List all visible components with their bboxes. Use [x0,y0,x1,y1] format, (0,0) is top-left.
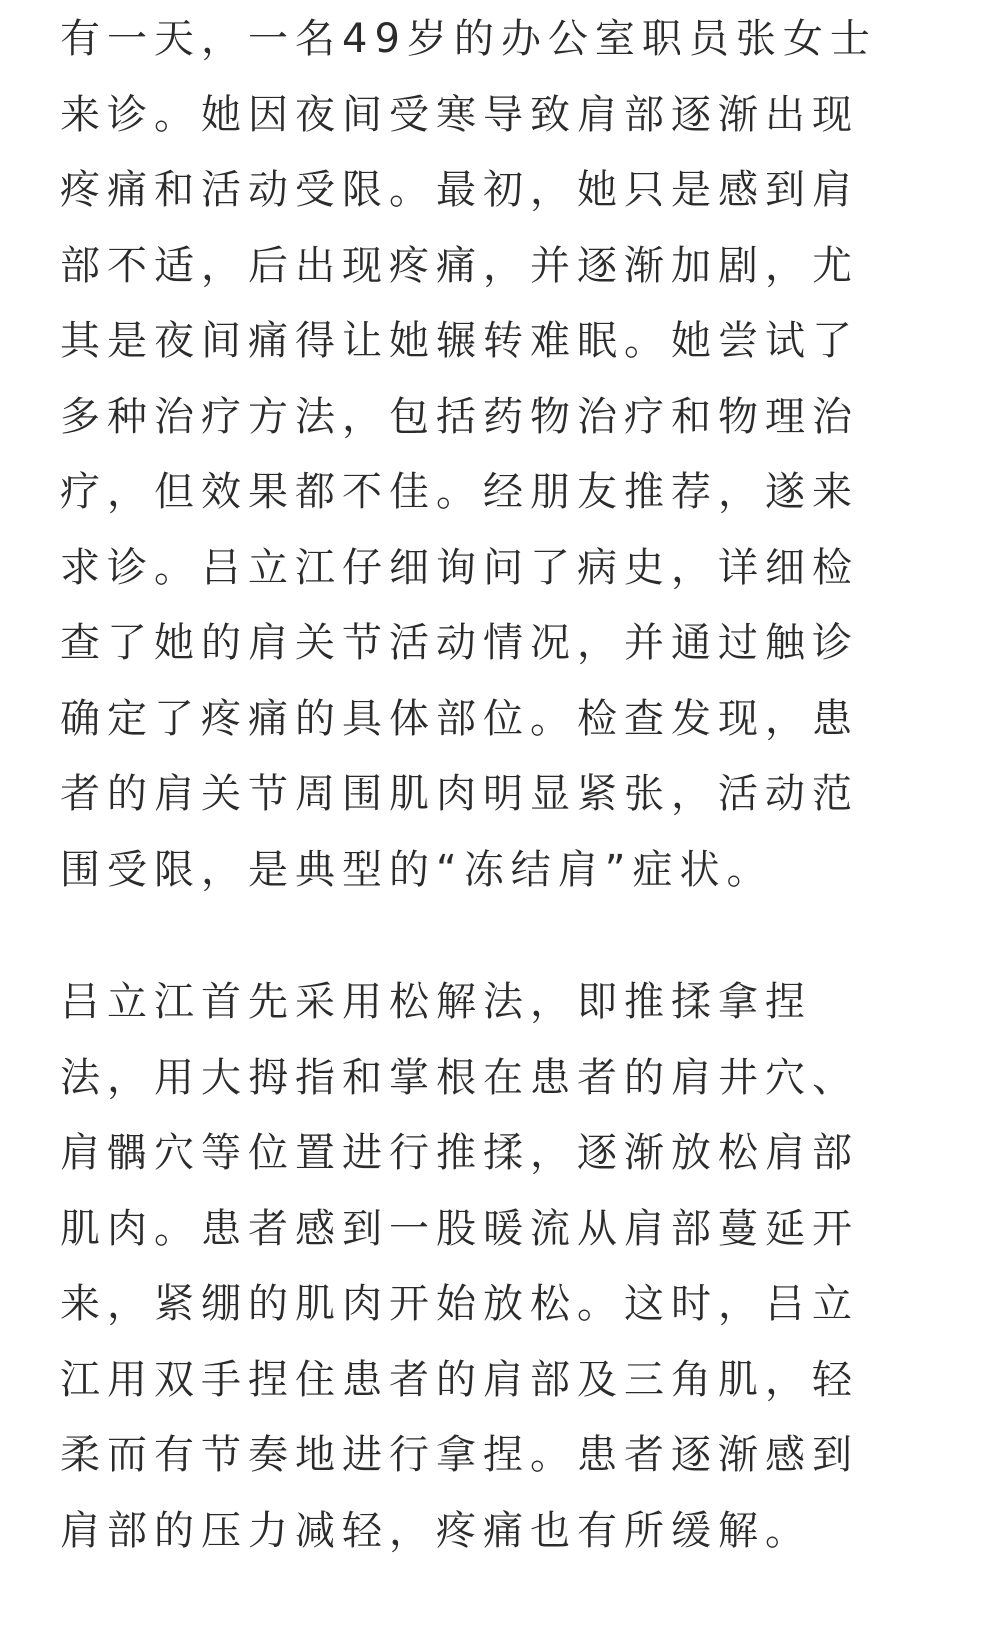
text-line: 疗，但效果都不佳。经朋友推荐，遂来 [60,469,859,515]
paragraph-2 [60,965,920,1569]
text-line: 者的肩关节周围肌肉明显紧张，活动范 [60,771,859,817]
text-line: 其是夜间痛得让她辗转难眠。她尝试了 [60,318,859,364]
text-line: 肌肉。患者感到一股暖流从肩部蔓延开 [60,1205,859,1252]
text-line: 围受限，是典型的“冻结肩”症状。 [60,846,774,893]
text-line: 求诊。吕立江仔细询问了病史，详细检 [60,544,859,591]
text-line: 肩部的压力减轻，疼痛也有所缓解。 [60,1507,812,1554]
text-line: 来诊。她因夜间受寒导致肩部逐渐出现 [60,91,859,138]
paragraph-1 [60,2,920,908]
text-line: 查了她的肩关节活动情况，并通过触诊 [60,620,859,666]
text-line: 肩髃穴等位置进行推揉，逐渐放松肩部 [60,1130,859,1176]
text-line: 疼痛和活动受限。最初，她只是感到肩 [60,167,859,213]
text-line: 法，用大拇指和掌根在患者的肩井穴、 [60,1054,859,1101]
text-line: 江用双手捏住患者的肩部及三角肌，轻 [60,1356,859,1403]
text-line: 来，紧绷的肌肉开始放松。这时，吕立 [60,1281,859,1327]
text-line: 多种治疗方法，包括药物治疗和物理治 [60,393,859,440]
text-line: 柔而有节奏地进行拿捏。患者逐渐感到 [60,1432,859,1478]
text-line: 有一天，一名49岁的办公室职员张女士 [60,16,877,62]
text-line: 确定了疼痛的具体部位。检查发现，患 [60,695,859,742]
text-line: 吕立江首先采用松解法，即推揉拿捏 [60,979,812,1025]
text-line: 部不适，后出现疼痛，并逐渐加剧，尤 [60,242,859,289]
